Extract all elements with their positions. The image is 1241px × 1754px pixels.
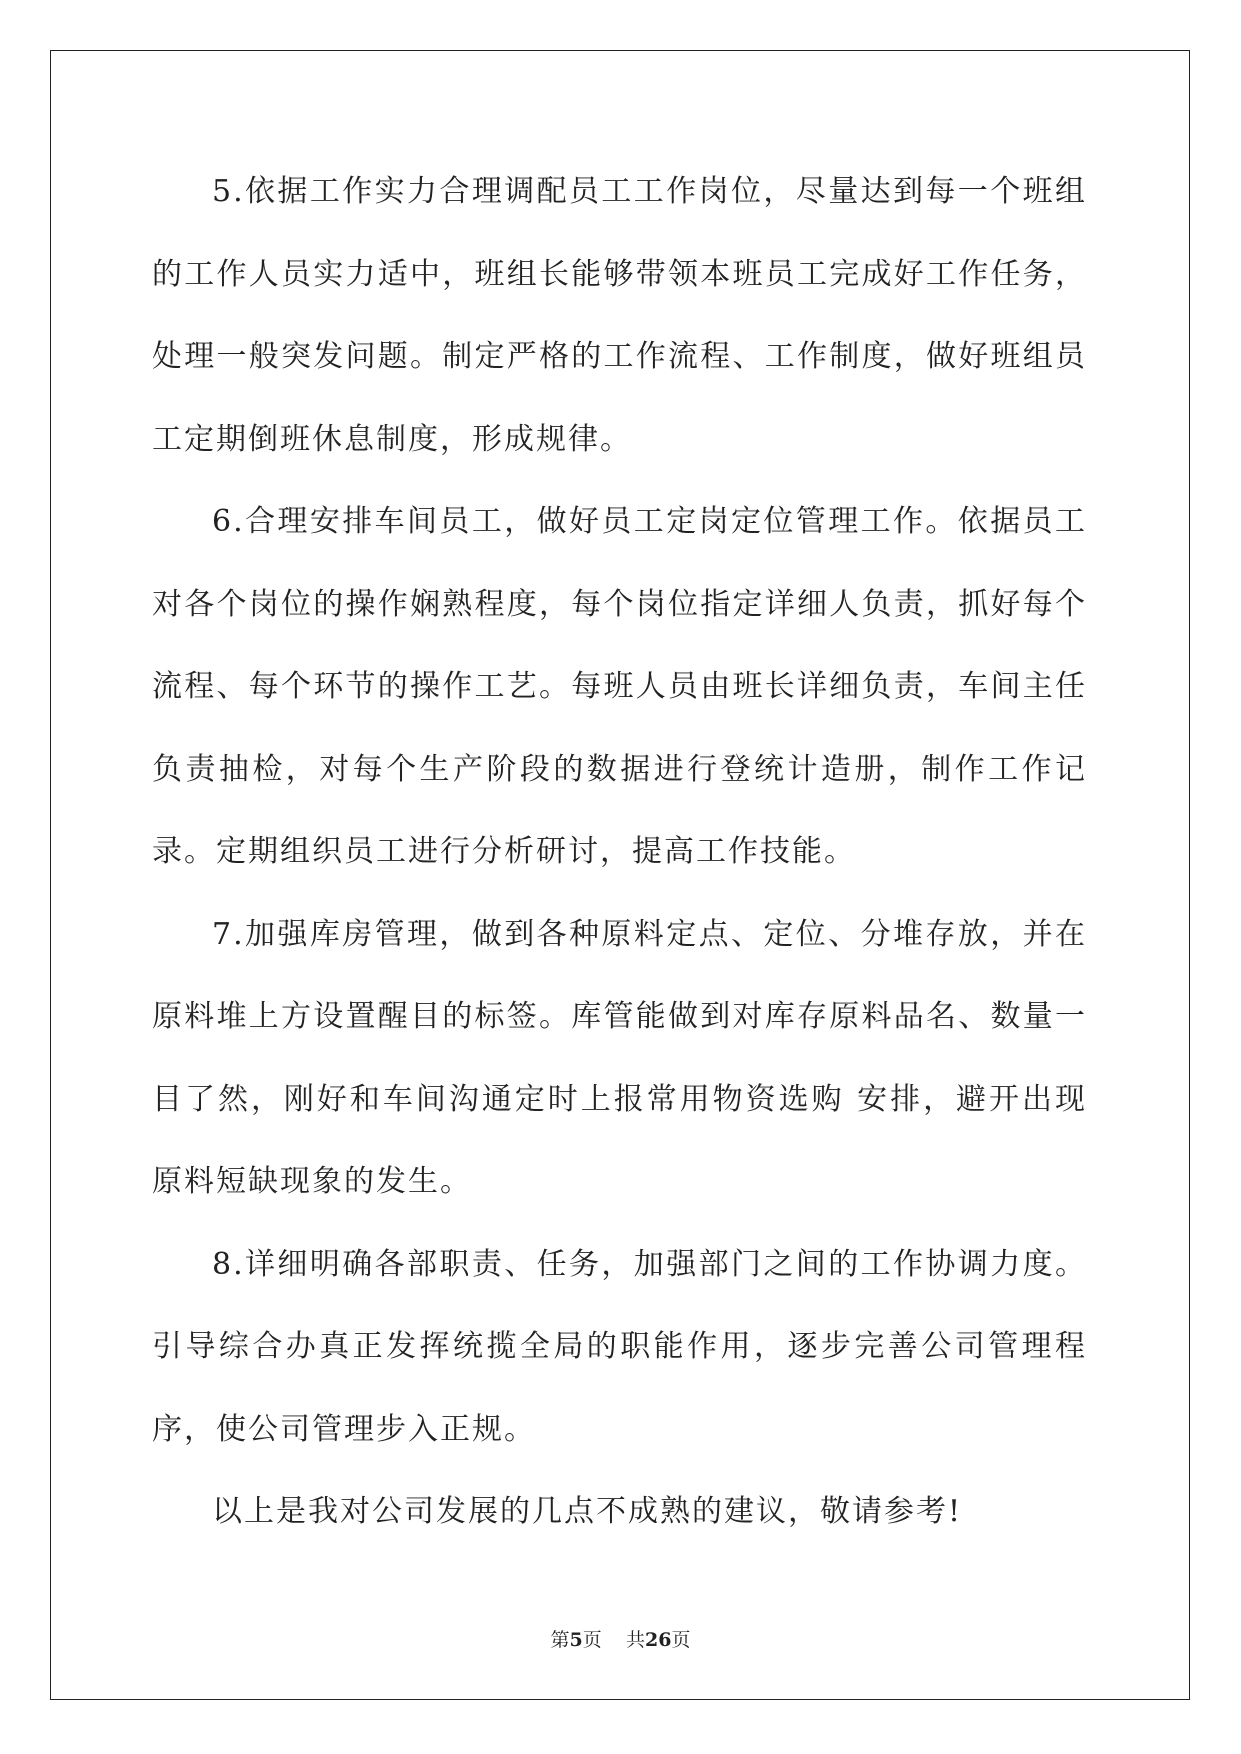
paragraph-8: 8.详细明确各部职责、任务，加强部门之间的工作协调力度。引导综合办真正发挥统揽全局的职能作用，逐步完善公司管理程序，使公司管理步入正规。 [152,1246,1087,1447]
document-body [152,151,1087,1554]
page-suffix: 页 [582,1629,602,1651]
page-number: 5 [569,1629,583,1651]
paragraph-5: 5.依据工作实力合理调配员工工作岗位，尽量达到每一个班组的工作人员实力适中，班组长能够带领本班员工完成好工作任务，处理一般突发问题。制定严格的工作流程、工作制度，做好班组员工定期倒班休息制度，形成规律。 [152,174,1087,457]
total-suffix: 页 [671,1629,691,1651]
total-prefix: 共 [625,1629,645,1651]
page-footer [0,1625,1241,1652]
paragraph-6: 6.合理安排车间员工，做好员工定岗定位管理工作。依据员工对各个岗位的操作娴熟程度，每个岗位指定详细人负责，抓好每个流程、每个环节的操作工艺。每班人员由班长详细负责，车间主任负责抽检，对每个生产阶段的数据进行登统计造册，制作工作记录。定期组织员工进行分析研讨，提高工作技能。 [152,504,1087,869]
total-pages: 26 [644,1629,672,1651]
page-prefix: 第 [550,1629,570,1651]
closing-paragraph: 以上是我对公司发展的几点不成熟的建议，敬请参考! [212,1494,963,1529]
paragraph-7: 7.加强库房管理，做到各种原料定点、定位、分堆存放，并在原料堆上方设置醒目的标签。库管能做到对库存原料品名、数量一目了然，刚好和车间沟通定时上报常用物资选购 安排，避开出现原料短缺现象的发生。 [152,916,1087,1199]
